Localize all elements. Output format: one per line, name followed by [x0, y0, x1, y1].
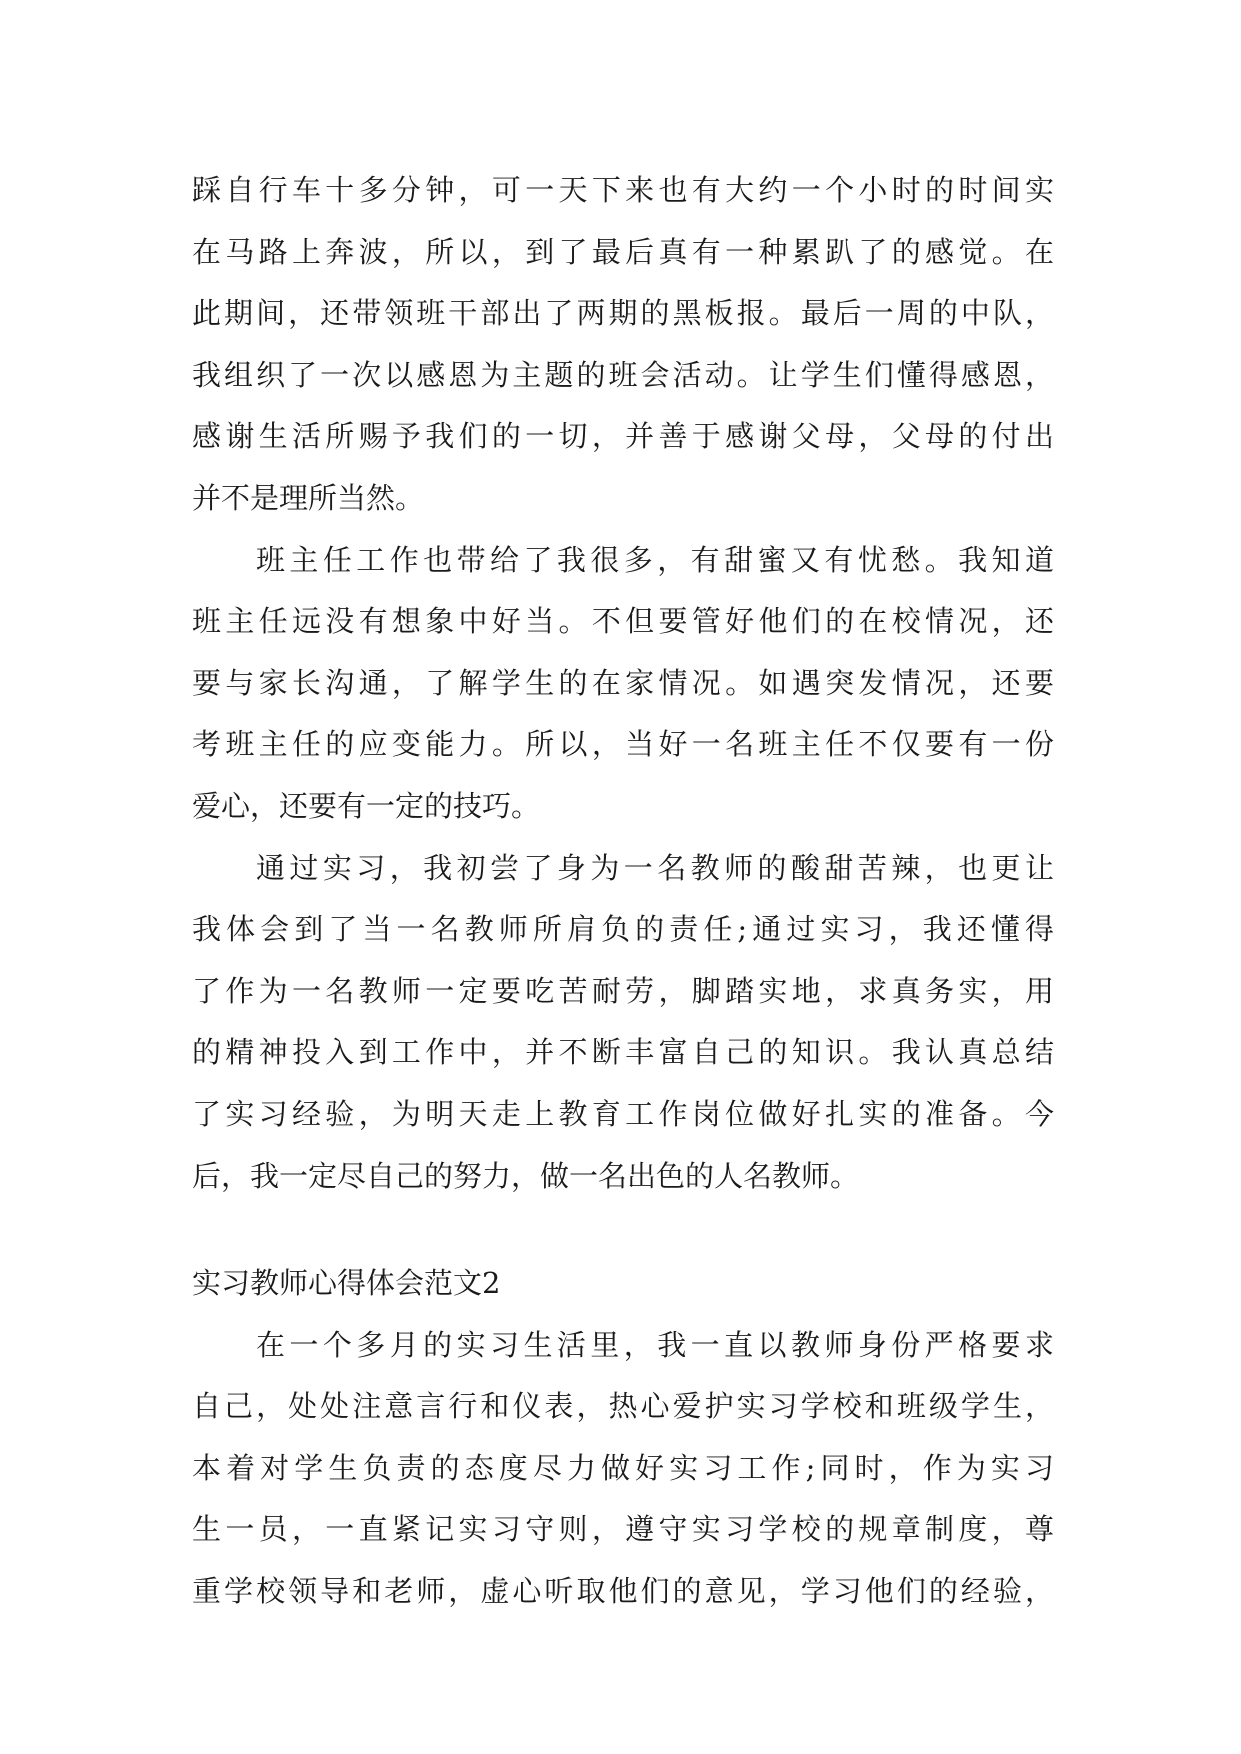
text-line: 的精神投入到工作中，并不断丰富自己的知识。我认真总结	[192, 1035, 1054, 1070]
paragraph-1	[192, 160, 1054, 530]
text-line: 爱心，还要有一定的技巧。	[192, 788, 541, 823]
text-line: 重学校领导和老师，虚心听取他们的意见，学习他们的经验，	[192, 1574, 1054, 1609]
section-heading: 实习教师心得体会范文2	[192, 1266, 501, 1301]
text-line: 本着对学生负责的态度尽力做好实习工作;同时，作为实习	[192, 1450, 1054, 1485]
text-line: 通过实习，我初尝了身为一名教师的酸甜苦辣，也更让	[256, 850, 1054, 885]
text-line: 要与家长沟通，了解学生的在家情况。如遇突发情况，还要	[192, 665, 1054, 700]
text-line: 踩自行车十多分钟，可一天下来也有大约一个小时的时间实	[192, 173, 1054, 207]
paragraph-3	[192, 838, 1054, 1208]
text-line: 感谢生活所赐予我们的一切，并善于感谢父母，父母的付出	[192, 419, 1054, 454]
text-line: 我组织了一次以感恩为主题的班会活动。让学生们懂得感恩，	[192, 357, 1054, 392]
text-line: 自己，处处注意言行和仪表，热心爱护实习学校和班级学生，	[192, 1389, 1054, 1424]
text-line: 班主任工作也带给了我很多，有甜蜜又有忧愁。我知道	[256, 542, 1054, 577]
text-line: 了实习经验，为明天走上教育工作岗位做好扎实的准备。今	[192, 1096, 1054, 1131]
text-line: 并不是理所当然。	[192, 480, 425, 515]
paragraph-4	[192, 1315, 1054, 1623]
text-line: 生一员，一直紧记实习守则，遵守实习学校的规章制度，尊	[192, 1512, 1054, 1547]
paragraph-2	[192, 530, 1054, 838]
text-line: 班主任远没有想象中好当。不但要管好他们的在校情况，还	[192, 604, 1054, 639]
text-line: 后，我一定尽自己的努力，做一名出色的人名教师。	[192, 1158, 860, 1193]
text-line: 此期间，还带领班干部出了两期的黑板报。最后一周的中队，	[192, 296, 1054, 331]
section-spacer	[192, 1207, 1054, 1253]
document-body	[192, 160, 1054, 1623]
text-line: 在马路上奔波，所以，到了最后真有一种累趴了的感觉。在	[192, 234, 1054, 269]
text-line: 我体会到了当一名教师所肩负的责任;通过实习，我还懂得	[192, 912, 1054, 947]
text-line: 在一个多月的实习生活里，我一直以教师身份严格要求	[256, 1327, 1054, 1362]
text-line: 了作为一名教师一定要吃苦耐劳，脚踏实地，求真务实，用	[192, 973, 1054, 1008]
text-line: 考班主任的应变能力。所以，当好一名班主任不仅要有一份	[192, 727, 1054, 762]
